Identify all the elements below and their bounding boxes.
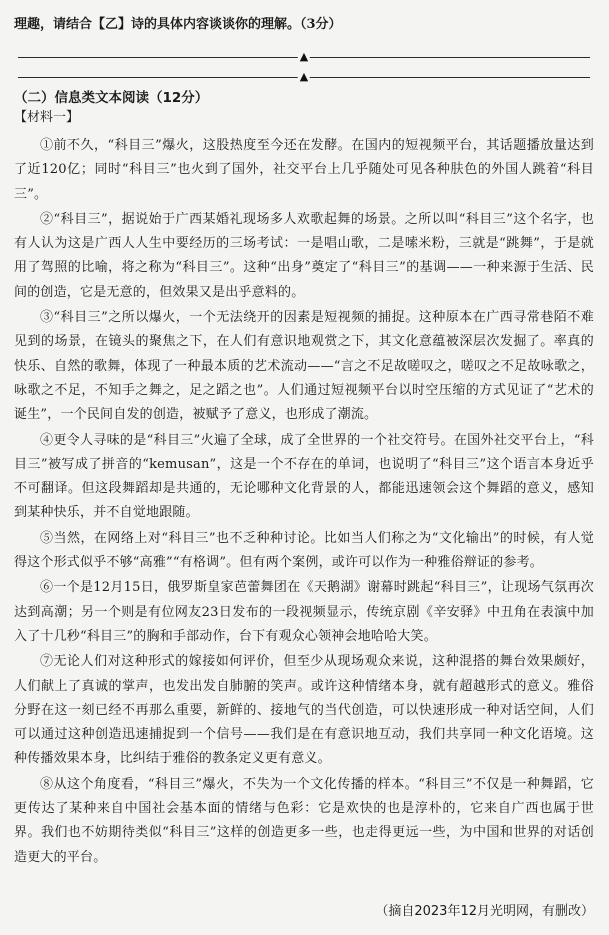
paragraph: ④更令人寻味的是“科目三”火遍了全球，成了全世界的一个社交符号。在国外社交平台上，“科目三”被写成了拼音的“kemusan”，这是一个不存在的单词，也说明了“科目三”这个语言本身近乎不可翻译。但这段舞蹈却是共通的，无论哪种文化背景的人，都能迅速领会这个舞蹈的意义，感知到某种快乐，并不自觉地跟随。: [14, 432, 594, 521]
section-divider-bottom: [18, 70, 590, 84]
paragraph: ⑥一个是12月15日，俄罗斯皇家芭蕾舞团在《天鹅湖》谢幕时跳起“科目三”，让现场气氛再次达到高潮；另一个则是有位网友23日发布的一段视频显示，传统京剧《辛安驿》中丑角在表演中加入了十几秒“科目三”的胸和手部动作，台下有观众心领神会地哈哈大笑。: [14, 580, 594, 644]
source-citation: （摘自2023年12月光明网，有删改）: [375, 904, 594, 919]
section-divider-top: [18, 50, 590, 64]
paragraph: ⑧从这个角度看，“科目三”爆火，不失为一个文化传播的样本。“科目三”不仅是一种舞蹈，它更传达了某种来自中国社会基本面的情绪与色彩：它是欢快的也是淳朴的，它来自广西也属于世界。我们也不妨期待类似“科目三”这样的创造更多一些，也走得更远一些，为中国和世界的对话创造更大的平台。: [14, 776, 594, 865]
paragraph: ①前不久，“科目三”爆火，这股热度至今还在发酵。在国内的短视频平台，其话题播放量达到了近120亿；同时“科目三”也火到了国外，社交平台上几乎随处可见各种肤色的外国人跳着“科目三”。: [14, 138, 594, 202]
triangle-marker-icon: ▲: [299, 70, 309, 83]
material-label: 【材料一】: [14, 110, 80, 125]
paragraph: ③“科目三”之所以爆火，一个无法绕开的因素是短视频的捕捉。这种原本在广西寻常巷陌不难见到的场景，在镜头的聚焦之下，在人们有意识地观赏之下，其文化意蕴被深层次发掘了。率真的快乐、自然的歌舞，体现了一种最本质的艺术流动——“言之不足故嗟叹之，嗟叹之不足故咏歌之，咏歌之不足，不知手之舞之，足之蹈之也”。人们通过短视频平台以时空压缩的方式见证了“艺术的诞生”，一个民间自发的创造，被赋予了意义，也形成了潮流。: [14, 310, 594, 423]
article-body: [14, 134, 594, 871]
paragraph: ②“科目三”，据说始于广西某婚礼现场多人欢歌起舞的场景。之所以叫“科目三”这个名字，也有人认为这是广西人人生中要经历的三场考试：一是唱山歌，二是嗦米粉，三就是“跳舞”，于是就用了驾照的比喻，将之称为“科目三”。这种“出身”奠定了“科目三”的基调——一种来源于生活、民间的创造，它是无意的，但效果又是出乎意料的。: [14, 211, 594, 300]
previous-question-tail: 理趣，请结合【乙】诗的具体内容谈谈你的理解。（3分）: [14, 17, 342, 32]
section-title: （二）信息类文本阅读（12分）: [14, 90, 209, 106]
paragraph: ⑦无论人们对这种形式的嫁接如何评价，但至少从现场观众来说，这种混搭的舞台效果颇好，人们献上了真诚的掌声，也发出发自肺腑的笑声。或许这种情绪本身，就有超越形式的意义。雅俗分野在这一刻已经不再那么重要，新鲜的、接地气的当代创造，可以快速形成一种对话空间，人们可以通过这种创造迅速捕捉到一个信号——我们是在有意识地互动，我们共享同一种文化语境。这种传播效果本身，比纠结于雅俗的教条定义更有意义。: [14, 654, 594, 767]
paragraph: ⑤当然，在网络上对“科目三”也不乏种种讨论。比如当人们称之为“文化输出”的时候，有人觉得这个形式似乎不够“高雅”“有格调”。但有两个案例，或许可以作为一种雅俗辩证的参考。: [14, 530, 594, 571]
triangle-marker-icon: ▲: [299, 50, 309, 63]
